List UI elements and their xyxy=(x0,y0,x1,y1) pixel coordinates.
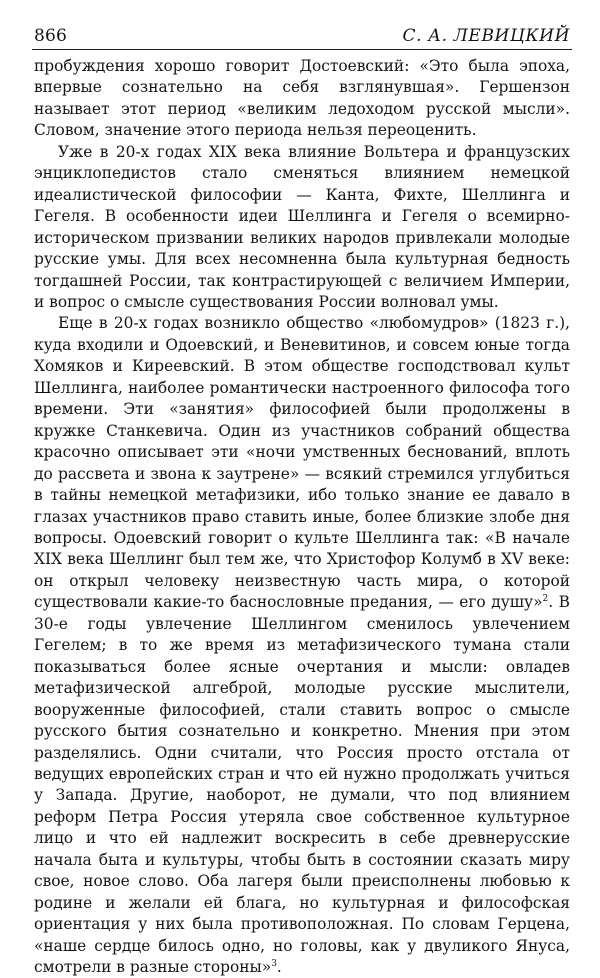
footnote-ref-3[interactable]: 3 xyxy=(271,959,277,970)
paragraph-western-philosophy xyxy=(34,142,570,314)
paragraph-text: пробуждения хорошо говорит Достоевский: «Это была эпоха, впервые сознательно на себя взглянувшая». Гершензон называет этот период «великим ледоходом русской мысли». Словом, значение этого периода нельзя переоценить. xyxy=(34,57,570,140)
paragraph-lyubomudry-society xyxy=(34,313,570,978)
running-header xyxy=(32,26,572,50)
footnote-ref-2[interactable]: 2 xyxy=(542,594,549,605)
paragraph-text: . В 30-е годы увлечение Шеллингом сменилось увлечением Гегелем; в то же время из метафизического тумана стали показываться более ясные очертания и мысли: овладев метафизической алгеброй, молодые русские мыслители, вооруженные философией, стали ставить вопрос о смысле русского бытия сознательно и конкретно. Мнения при этом разделялись. Одни считали, что Россия просто отстала от ведущих европейских стран и что ей нужно продолжать учиться у Запада. Другие, наоборот, не думали, что под влиянием реформ Петра Россия утеряла свое собственное культурное лицо и что ей надлежит воскресить в себе древнерусские начала быта и культуры, чтобы быть в состоянии сказать миру свое, новое слово. Оба лагеря были преисполнены любовью к родине и желали ей блага, но культурная и философская ориентация у них была противоположная. По словам Герцена, «наше сердце билось одно, но головы, как у двуликого Януса, смотрели в разные стороны» xyxy=(34,593,570,977)
paragraph-text: . xyxy=(276,958,282,977)
paragraph-text: Уже в 20-х годах XIX века влияние Вольтера и французских энциклопедистов стало сменяться влиянием немецкой идеалистической философии — Канта, Фихте, Шеллинга и Гегеля. В особенности идеи Шеллинга и Гегеля о всемирно-историческом призвании великих народов привлекали молодые русские умы. Для всех несомненна была культурная бедность тогдашней России, так контрастирующей с величием Империи, и вопрос о смысле существования России волновал умы. xyxy=(34,142,570,311)
paragraph-text: Еще в 20-х годах возникло общество «любомудров» (1823 г.), куда входили и Одоевский, и Веневитинов, и совсем юные тогда Хомяков и Киреевский. В этом обществе господствовал культ Шеллинга, наиболее романтически настроенного философа того времени. Эти «занятия» философией были продолжены в кружке Станкевича. Один из участников собраний общества красочно описывает эти «ночи умственных беснований, вплоть до рассвета и звона к заутрене» — всякий стремился углубиться в тайны немецкой метафизики, ибо только знание ее давало в глазах участников право ставить иные, более близкие злобе дня вопросы. Одоевский говорит о культе Шеллинга так: «В начале XIX века Шеллинг был тем же, что Христофор Колумб в XV веке: он открыл человеку неизвестную часть мира, о которой существовали какие-то баснословные предания, — его душу» xyxy=(34,314,570,612)
page-number: 866 xyxy=(34,26,68,46)
body-text xyxy=(32,56,572,978)
running-title-author: С. А. ЛЕВИЦКИЙ xyxy=(402,26,570,46)
book-page xyxy=(32,26,572,978)
paragraph-continuation xyxy=(34,56,570,142)
